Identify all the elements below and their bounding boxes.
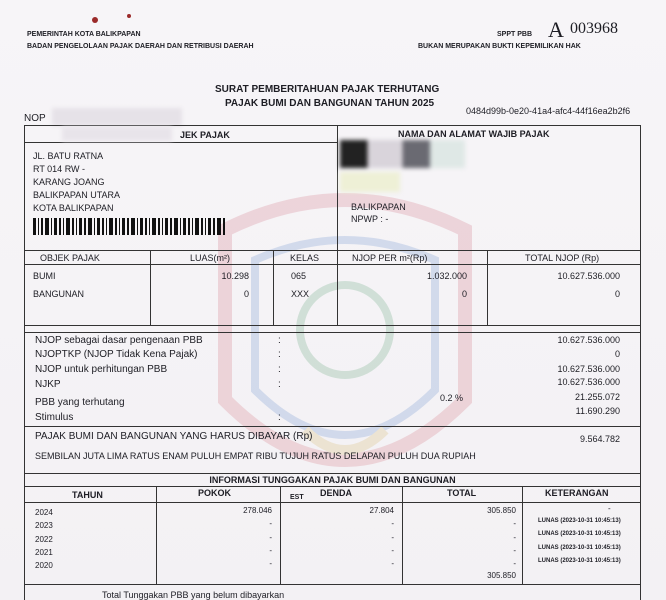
calc-colon: :: [278, 335, 281, 346]
njop-col-njop-per-m2: NJOP PER m²(Rp): [352, 253, 428, 263]
calc-value: 0: [614, 349, 620, 359]
njop-col-luas: LUAS(m²): [190, 253, 230, 263]
serial-number: 003968: [570, 20, 618, 37]
njop-col-total: TOTAL NJOP (Rp): [525, 253, 600, 263]
objek-address-3: KARANG JOANG: [33, 177, 105, 187]
calc-colon: :: [278, 412, 281, 423]
arrears-row-denda: -: [391, 519, 394, 528]
njop-row-njop-per-m2: 1.032.000: [426, 271, 467, 281]
calc-value: 10.627.536.000: [557, 335, 620, 345]
ownership-disclaimer: BUKAN MERUPAKAN BUKTI KEPEMILIKAN HAK: [418, 43, 581, 50]
njop-row-luas: 0: [243, 289, 249, 299]
calc-value: 10.627.536.000: [557, 377, 620, 387]
arrears-row-pokok: -: [269, 533, 272, 542]
arrears-col-pokok: POKOK: [198, 488, 232, 498]
arrears-col-total: TOTAL: [447, 488, 477, 498]
barcode-icon: [33, 218, 225, 235]
arrears-col-tahun: TAHUN: [72, 490, 103, 500]
doc-code: SPPT PBB: [497, 31, 533, 38]
wajib-heading: NAMA DAN ALAMAT WAJIB PAJAK: [398, 129, 550, 139]
njop-row-njop-per-m2: 0: [461, 289, 467, 299]
ink-speck: [92, 17, 98, 23]
nop-label: NOP: [24, 113, 46, 124]
arrears-col-est: EST: [290, 494, 304, 501]
wajib-city: BALIKPAPAN: [351, 202, 406, 212]
njop-row-total: 10.627.536.000: [557, 271, 620, 281]
ink-speck: [127, 14, 131, 18]
calc-colon: :: [278, 364, 281, 375]
calc-label: NJOP sebagai dasar pengenaan PBB: [35, 335, 203, 346]
njop-row-objek: BUMI: [33, 271, 56, 281]
arrears-row-total: -: [513, 546, 516, 555]
wajib-address-redacted: [340, 172, 400, 192]
objek-address-2: RT 014 RW -: [33, 164, 86, 174]
arrears-row-pokok: -: [269, 559, 272, 568]
arrears-row-tahun: 2024: [35, 508, 53, 517]
njop-row-luas: 10.298: [221, 271, 249, 281]
calc-colon: :: [278, 379, 281, 390]
njop-row-kelas: XXX: [291, 289, 310, 299]
njop-col-objek: OBJEK PAJAK: [40, 253, 100, 263]
amount-in-words: SEMBILAN JUTA LIMA RATUS ENAM PULUH EMPAT RIBU TUJUH RATUS DELAPAN PULUH DUA RUPIAH: [35, 451, 476, 461]
arrears-row-keterangan: -: [608, 504, 611, 513]
calc-label: NJOP untuk perhitungan PBB: [35, 364, 168, 375]
njop-row-objek: BANGUNAN: [33, 289, 85, 299]
arrears-grand-total: 305.850: [487, 571, 516, 580]
wajib-npwp: NPWP : -: [351, 214, 389, 224]
objek-heading-redacted: [62, 127, 172, 141]
arrears-row-tahun: 2021: [35, 548, 53, 557]
wajib-name-redacted: [340, 140, 465, 168]
objek-address-5: KOTA BALIKPAPAN: [33, 203, 114, 213]
arrears-row-denda: 27.804: [369, 506, 394, 515]
calc-label: Stimulus: [35, 412, 74, 423]
arrears-row-denda: -: [391, 559, 394, 568]
arrears-row-pokok: 278.046: [243, 506, 272, 515]
nop-redacted: [52, 108, 182, 126]
arrears-heading: INFORMASI TUNGGAKAN PAJAK BUMI DAN BANGUNAN: [209, 475, 456, 485]
objek-address-1: JL. BATU RATNA: [33, 151, 104, 161]
calc-value: 11.690.290: [575, 406, 620, 416]
arrears-row-total: -: [513, 559, 516, 568]
arrears-row-total: -: [513, 533, 516, 542]
doc-uuid: 0484d99b-0e20-41a4-afc4-44f16ea2b2f6: [466, 106, 631, 116]
arrears-col-keterangan: KETERANGAN: [545, 488, 609, 498]
arrears-row-denda: -: [391, 546, 394, 555]
njop-row-kelas: 065: [291, 271, 307, 281]
arrears-row-keterangan: LUNAS (2023-10-31 10:45:13): [538, 531, 621, 537]
arrears-row-keterangan: LUNAS (2023-10-31 10:45:13): [538, 558, 621, 564]
arrears-row-tahun: 2020: [35, 561, 53, 570]
doc-title-2: PAJAK BUMI DAN BANGUNAN TAHUN 2025: [225, 98, 435, 109]
serial-letter: A: [548, 17, 564, 42]
arrears-row-keterangan: LUNAS (2023-10-31 10:45:13): [538, 545, 621, 551]
calc-label: NJKP: [35, 379, 61, 390]
objek-address-4: BALIKPAPAN UTARA: [33, 190, 121, 200]
arrears-row-tahun: 2023: [35, 521, 53, 530]
calc-label: PBB yang terhutang: [35, 397, 125, 408]
pbb-rate: 0.2 %: [440, 393, 464, 403]
agency-name: BADAN PENGELOLAAN PAJAK DAERAH DAN RETRIBUSI DAERAH: [27, 43, 254, 50]
calc-value: 10.627.536.000: [557, 364, 620, 374]
total-due-value: 9.564.782: [579, 434, 620, 444]
arrears-row-pokok: -: [269, 519, 272, 528]
arrears-row-denda: -: [391, 533, 394, 542]
arrears-col-denda: DENDA: [320, 488, 353, 498]
gov-name: PEMERINTAH KOTA BALIKPAPAN: [27, 31, 141, 38]
calc-label: NJOPTKP (NJOP Tidak Kena Pajak): [35, 349, 198, 360]
arrears-row-total: 305.850: [487, 506, 516, 515]
njop-col-kelas: KELAS: [290, 253, 320, 263]
njop-row-total: 0: [614, 289, 620, 299]
arrears-footer-label: Total Tunggakan PBB yang belum dibayarkan: [102, 590, 285, 600]
arrears-row-keterangan: LUNAS (2023-10-31 10:45:13): [538, 518, 621, 524]
total-due-label: PAJAK BUMI DAN BANGUNAN YANG HARUS DIBAYAR (Rp): [35, 431, 313, 442]
arrears-row-total: -: [513, 519, 516, 528]
objek-heading: JEK PAJAK: [180, 130, 230, 140]
arrears-row-pokok: -: [269, 546, 272, 555]
arrears-row-tahun: 2022: [35, 535, 53, 544]
calc-value: 21.255.072: [574, 392, 620, 402]
doc-title-1: SURAT PEMBERITAHUAN PAJAK TERHUTANG: [215, 84, 440, 95]
calc-colon: :: [278, 349, 281, 360]
